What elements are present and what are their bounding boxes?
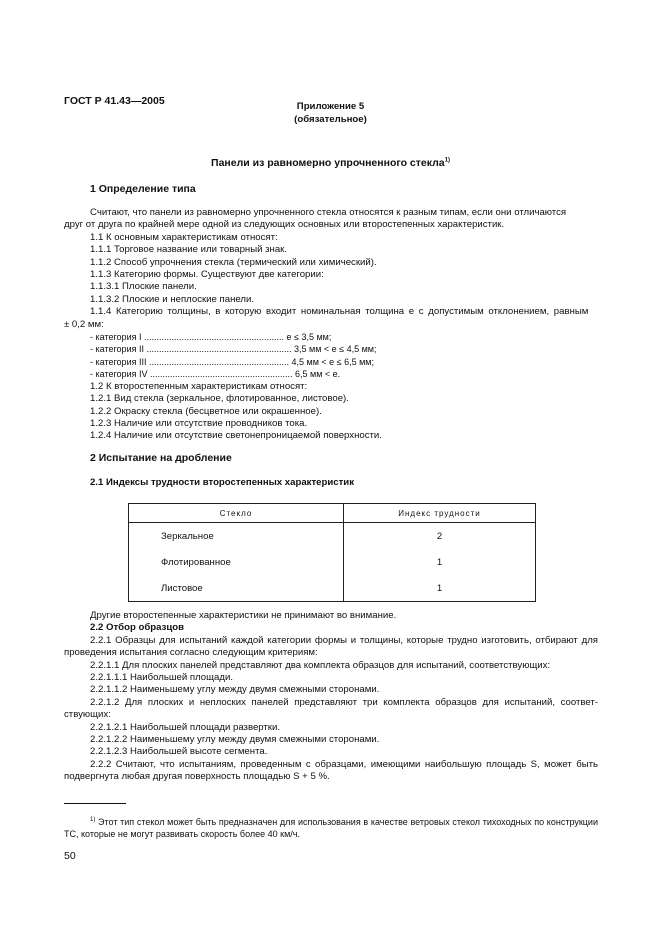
category-label: - категория III ........................................................ [90,356,289,367]
list-line: 1.2 К второстепенным характеристикам относят: [90,380,308,392]
difficulty-index-cell: 1 [344,549,536,575]
list-line: 1.2.1 Вид стекла (зеркальное, флотированное, листовое). [90,393,349,405]
list-line: 2.2.1.2.2 Наименьшему углу между двумя смежными сторонами. [90,734,380,746]
table-row [129,575,536,602]
category-label: - категория II .......................................................... [90,344,292,355]
paragraph: 1.1.4 Категорию толщины, в которую входит номинальная толщина e с допустимым отклонением, равным [90,306,589,318]
list-line: 1.1 К основным характеристикам относят: [90,231,278,243]
paragraph: друг от друга по крайней мере одной из следующих основных или второстепенных характеристик. [64,219,505,231]
section-2-2-body [64,610,598,784]
paragraph: ± 0,2 мм: [64,318,104,330]
column-header: Стекло [129,504,344,523]
difficulty-table [128,503,536,602]
appendix-note: (обязательное) [294,114,367,125]
page-title [0,157,661,169]
glass-type-cell: Листовое [129,575,344,602]
thickness-category [90,356,598,368]
list-line: 1.1.1 Торговое название или товарный знак. [90,244,288,256]
thickness-category [90,331,598,343]
list-line: 1.2.3 Наличие или отсутствие проводников тока. [90,417,308,429]
title-text: Панели из равномерно упрочненного стекла [211,157,445,169]
list-line: 2.2.1.2.3 Наибольшей высоте сегмента. [90,746,268,758]
paragraph: Другие второстепенные характеристики не принимают во внимание. [90,610,397,621]
list-line: 1.1.3.2 Плоские и неплоские панели. [90,293,255,305]
column-header: Индекс трудности [344,504,536,523]
category-value: e ≤ 3,5 мм; [286,332,332,343]
table-row [129,523,536,550]
page-number: 50 [64,850,76,862]
list-line: 2.2.1.1.1 Наибольшей площади. [90,672,233,684]
subsection-2-1-heading: 2.1 Индексы трудности второстепенных характеристик [90,477,355,488]
footnote-divider [64,803,126,804]
footnote-mark: 1) [90,817,96,823]
thickness-category [90,343,598,355]
paragraph: 2.2.2 Считают, что испытаниям, проведенным с образцами, имеющими наибольшую площадь S, может быть подвергнута любая другая поверхность площадью S + 5 %. [64,758,598,783]
list-line: 2.2.1.2.1 Наибольшей площади развертки. [90,721,281,733]
list-line: 1.2.2 Окраску стекла (бесцветное или окрашенное). [90,405,322,417]
category-value: 6,5 мм < e. [295,369,341,380]
list-line: 1.1.3 Категорию формы. Существуют две категории: [90,269,324,281]
category-label: - категория I ........................................................ [90,332,284,343]
glass-type-cell: Зеркальное [129,523,344,550]
category-value: 4,5 мм < e ≤ 6,5 мм; [291,356,374,367]
section-2-heading: 2 Испытание на дробление [90,452,232,464]
section-1-heading: 1 Определение типа [90,183,196,195]
footnote-text: Этот тип стекол может быть предназначен для использования в качестве ветровых стекол тихоходных по конструкции ТС, которые не могут развивать скорость более 40 км/ч. [64,817,598,840]
subsection-2-2-heading: 2.2 Отбор образцов [90,622,184,634]
table-header-row [129,504,536,523]
appendix-title: Приложение 5 [296,101,365,112]
glass-type-cell: Флотированное [129,549,344,575]
list-line: 2.2.1.1 Для плоских панелей представляют два комплекта образцов для испытаний, соответствующих: [90,659,551,671]
list-line: 2.2.1.1.2 Наименьшему углу между двумя смежными сторонами. [90,684,380,696]
paragraph: Считают, что панели из равномерно упрочненного стекла относятся к разным типам, если они отличаются [90,207,567,218]
paragraph: 2.2.1.2 Для плоских и неплоских панелей представляют три комплекта образцов для испытаний, соответ-ствующих: [64,696,598,721]
table-row [129,549,536,575]
list-line: 1.1.2 Способ упрочнения стекла (термический или химический). [90,256,377,268]
appendix-label [0,100,661,126]
difficulty-index-cell: 1 [344,575,536,602]
footnote [64,814,598,841]
list-line: 1.1.3.1 Плоские панели. [90,281,197,293]
list-line: 1.2.4 Наличие или отсутствие светонепроницаемой поверхности. [90,430,382,442]
category-value: 3,5 мм < e ≤ 4,5 мм; [294,344,377,355]
footnote-ref[interactable]: 1) [444,157,450,164]
section-1-body [64,207,598,443]
paragraph: 2.2.1 Образцы для испытаний каждой категории формы и толщины, которые трудно изготовить, отбирают для проведения испытания согласно следующим критериям: [64,634,598,659]
thickness-category [90,368,598,380]
difficulty-index-cell: 2 [344,523,536,550]
document-header: ГОСТ Р 41.43—2005 [64,95,165,107]
category-label: - категория IV ......................................................... [90,369,293,380]
